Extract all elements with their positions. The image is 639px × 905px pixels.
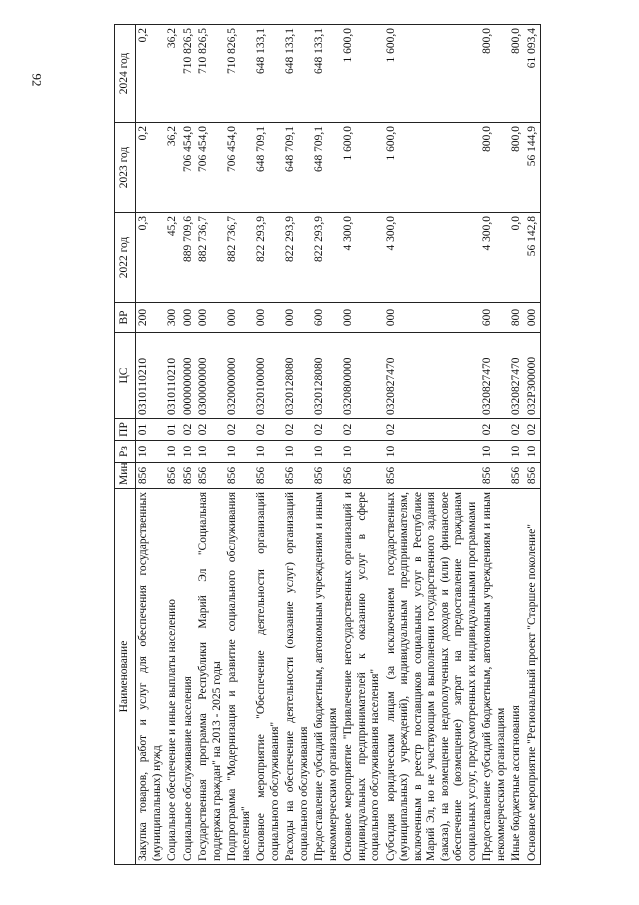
table-row bbox=[196, 25, 225, 865]
amount-2022: 822 293,9 bbox=[312, 213, 341, 303]
section-code: 10 bbox=[225, 441, 254, 463]
ministry-code: 856 bbox=[525, 463, 541, 489]
amount-2024: 710 826,5 bbox=[225, 25, 254, 123]
amount-2022: 4 300,0 bbox=[341, 213, 384, 303]
section-code: 10 bbox=[283, 441, 312, 463]
ministry-code: 856 bbox=[254, 463, 283, 489]
page-number: 92 bbox=[29, 73, 45, 87]
column-header-name: Наименование bbox=[115, 489, 136, 865]
table-row bbox=[312, 25, 341, 865]
table-row bbox=[341, 25, 384, 865]
subsection-code: 02 bbox=[384, 419, 481, 441]
amount-2024: 800,0 bbox=[509, 25, 525, 123]
row-name: Основное мероприятие "Региональный проект "Старшее поколение" bbox=[525, 489, 541, 865]
table-row bbox=[509, 25, 525, 865]
table-row bbox=[525, 25, 541, 865]
amount-2024: 61 093,4 bbox=[525, 25, 541, 123]
table-row bbox=[384, 25, 481, 865]
table-body bbox=[136, 25, 541, 865]
row-name: Субсидия юридическим лицам (за исключением государственных (муниципальных) учреждений), индивидуальным предпринимателям, включенным в реестр поставщиков социальных услуг в Республике Марий Эл, но не участвующим в выполнении государственного задания (заказа), на возмещение недополученных доходов и (или) финансовое обеспечение (возмещение) затрат на предоставление гражданам социальных услуг, предусмотренных их индивидуальными программами bbox=[384, 489, 481, 865]
expense-type-code: 000 bbox=[254, 303, 283, 333]
amount-2022: 4 300,0 bbox=[384, 213, 481, 303]
column-header-pr: ПР bbox=[115, 419, 136, 441]
ministry-code: 856 bbox=[341, 463, 384, 489]
section-code: 10 bbox=[480, 441, 509, 463]
subsection-code: 02 bbox=[181, 419, 197, 441]
subsection-code: 02 bbox=[196, 419, 225, 441]
target-article-code: 032P300000 bbox=[525, 333, 541, 419]
amount-2023: 648 709,1 bbox=[312, 123, 341, 213]
amount-2024: 648 133,1 bbox=[312, 25, 341, 123]
amount-2024: 710 826,5 bbox=[196, 25, 225, 123]
amount-2023: 706 454,0 bbox=[181, 123, 197, 213]
column-header-rz: Рз bbox=[115, 441, 136, 463]
section-code: 10 bbox=[165, 441, 181, 463]
ministry-code: 856 bbox=[165, 463, 181, 489]
expense-type-code: 000 bbox=[341, 303, 384, 333]
expense-type-code: 000 bbox=[283, 303, 312, 333]
ministry-code: 856 bbox=[480, 463, 509, 489]
row-name: Государственная программа Республики Марий Эл "Социальная поддержка граждан" на 2013 - 2025 годы bbox=[196, 489, 225, 865]
expense-type-code: 200 bbox=[136, 303, 166, 333]
subsection-code: 02 bbox=[525, 419, 541, 441]
table-row bbox=[225, 25, 254, 865]
target-article-code: 0320800000 bbox=[341, 333, 384, 419]
ministry-code: 856 bbox=[225, 463, 254, 489]
section-code: 10 bbox=[312, 441, 341, 463]
ministry-code: 856 bbox=[509, 463, 525, 489]
subsection-code: 01 bbox=[136, 419, 166, 441]
amount-2024: 1 600,0 bbox=[341, 25, 384, 123]
row-name: Основное мероприятие "Обеспечение деятельности организаций социального обслуживания" bbox=[254, 489, 283, 865]
amount-2023: 56 144,9 bbox=[525, 123, 541, 213]
ministry-code: 856 bbox=[181, 463, 197, 489]
table-header bbox=[115, 25, 136, 865]
header-row bbox=[115, 25, 136, 865]
expense-type-code: 000 bbox=[196, 303, 225, 333]
amount-2022: 889 709,6 bbox=[181, 213, 197, 303]
subsection-code: 02 bbox=[509, 419, 525, 441]
target-article-code: 0320827470 bbox=[480, 333, 509, 419]
section-code: 10 bbox=[136, 441, 166, 463]
subsection-code: 02 bbox=[312, 419, 341, 441]
section-code: 10 bbox=[341, 441, 384, 463]
target-article-code: 0310110210 bbox=[136, 333, 166, 419]
ministry-code: 856 bbox=[384, 463, 481, 489]
column-header-2022: 2022 год bbox=[115, 213, 136, 303]
amount-2023: 648 709,1 bbox=[283, 123, 312, 213]
table-row bbox=[283, 25, 312, 865]
row-name: Социальное обслуживание населения bbox=[181, 489, 197, 865]
column-header-2023: 2023 год bbox=[115, 123, 136, 213]
expense-type-code: 000 bbox=[225, 303, 254, 333]
target-article-code: 0320128080 bbox=[283, 333, 312, 419]
subsection-code: 01 bbox=[165, 419, 181, 441]
section-code: 10 bbox=[509, 441, 525, 463]
amount-2023: 1 600,0 bbox=[384, 123, 481, 213]
amount-2022: 45,2 bbox=[165, 213, 181, 303]
table-row bbox=[181, 25, 197, 865]
column-header-vr: ВР bbox=[115, 303, 136, 333]
amount-2024: 710 826,5 bbox=[181, 25, 197, 123]
amount-2024: 648 133,1 bbox=[254, 25, 283, 123]
column-header-2024: 2024 год bbox=[115, 25, 136, 123]
amount-2023: 648 709,1 bbox=[254, 123, 283, 213]
amount-2022: 822 293,9 bbox=[283, 213, 312, 303]
section-code: 10 bbox=[196, 441, 225, 463]
amount-2023: 800,0 bbox=[509, 123, 525, 213]
row-name: Социальное обеспечение и иные выплаты населению bbox=[165, 489, 181, 865]
expense-type-code: 300 bbox=[165, 303, 181, 333]
column-header-cs: ЦС bbox=[115, 333, 136, 419]
expense-type-code: 000 bbox=[181, 303, 197, 333]
target-article-code: 0320000000 bbox=[225, 333, 254, 419]
subsection-code: 02 bbox=[225, 419, 254, 441]
row-name: Расходы на обеспечение деятельности (оказание услуг) организаций социального обслуживания bbox=[283, 489, 312, 865]
row-name: Основное мероприятие "Привлечение негосударственных организаций и индивидуальных предпринимателей к оказанию услуг в сфере социального обслуживания населения" bbox=[341, 489, 384, 865]
amount-2022: 882 736,7 bbox=[196, 213, 225, 303]
amount-2022: 882 736,7 bbox=[225, 213, 254, 303]
target-article-code: 0300000000 bbox=[196, 333, 225, 419]
amount-2024: 1 600,0 bbox=[384, 25, 481, 123]
expense-type-code: 600 bbox=[480, 303, 509, 333]
amount-2022: 822 293,9 bbox=[254, 213, 283, 303]
section-code: 10 bbox=[525, 441, 541, 463]
amount-2022: 56 142,8 bbox=[525, 213, 541, 303]
ministry-code: 856 bbox=[283, 463, 312, 489]
rotated-page-content bbox=[114, 25, 639, 865]
row-name: Подпрограмма "Модернизация и развитие социального обслуживания населения" bbox=[225, 489, 254, 865]
expense-type-code: 800 bbox=[509, 303, 525, 333]
budget-table bbox=[114, 24, 541, 865]
amount-2023: 800,0 bbox=[480, 123, 509, 213]
amount-2023: 706 454,0 bbox=[225, 123, 254, 213]
subsection-code: 02 bbox=[480, 419, 509, 441]
subsection-code: 02 bbox=[254, 419, 283, 441]
table-row bbox=[165, 25, 181, 865]
table-row bbox=[136, 25, 166, 865]
section-code: 10 bbox=[181, 441, 197, 463]
expense-type-code: 000 bbox=[384, 303, 481, 333]
target-article-code: 0320128080 bbox=[312, 333, 341, 419]
table-row bbox=[254, 25, 283, 865]
target-article-code: 0320827470 bbox=[509, 333, 525, 419]
row-name: Предоставление субсидий бюджетным, автономным учреждениям и иным некоммерческим организациям bbox=[312, 489, 341, 865]
expense-type-code: 600 bbox=[312, 303, 341, 333]
subsection-code: 02 bbox=[283, 419, 312, 441]
subsection-code: 02 bbox=[341, 419, 384, 441]
ministry-code: 856 bbox=[136, 463, 166, 489]
amount-2023: 706 454,0 bbox=[196, 123, 225, 213]
amount-2023: 1 600,0 bbox=[341, 123, 384, 213]
row-name: Закупка товаров, работ и услуг для обеспечения государственных (муниципальных) нужд bbox=[136, 489, 166, 865]
ministry-code: 856 bbox=[312, 463, 341, 489]
amount-2022: 0,3 bbox=[136, 213, 166, 303]
section-code: 10 bbox=[254, 441, 283, 463]
amount-2024: 648 133,1 bbox=[283, 25, 312, 123]
amount-2023: 0,2 bbox=[136, 123, 166, 213]
target-article-code: 0000000000 bbox=[181, 333, 197, 419]
amount-2023: 36,2 bbox=[165, 123, 181, 213]
table-row bbox=[480, 25, 509, 865]
section-code: 10 bbox=[384, 441, 481, 463]
amount-2024: 800,0 bbox=[480, 25, 509, 123]
ministry-code: 856 bbox=[196, 463, 225, 489]
amount-2022: 4 300,0 bbox=[480, 213, 509, 303]
row-name: Иные бюджетные ассигнования bbox=[509, 489, 525, 865]
row-name: Предоставление субсидий бюджетным, автономным учреждениям и иным некоммерческим организациям bbox=[480, 489, 509, 865]
expense-type-code: 000 bbox=[525, 303, 541, 333]
column-header-min: Мин bbox=[115, 463, 136, 489]
target-article-code: 0320100000 bbox=[254, 333, 283, 419]
amount-2024: 0,2 bbox=[136, 25, 166, 123]
target-article-code: 0310110210 bbox=[165, 333, 181, 419]
target-article-code: 0320827470 bbox=[384, 333, 481, 419]
amount-2024: 36,2 bbox=[165, 25, 181, 123]
amount-2022: 0,0 bbox=[509, 213, 525, 303]
